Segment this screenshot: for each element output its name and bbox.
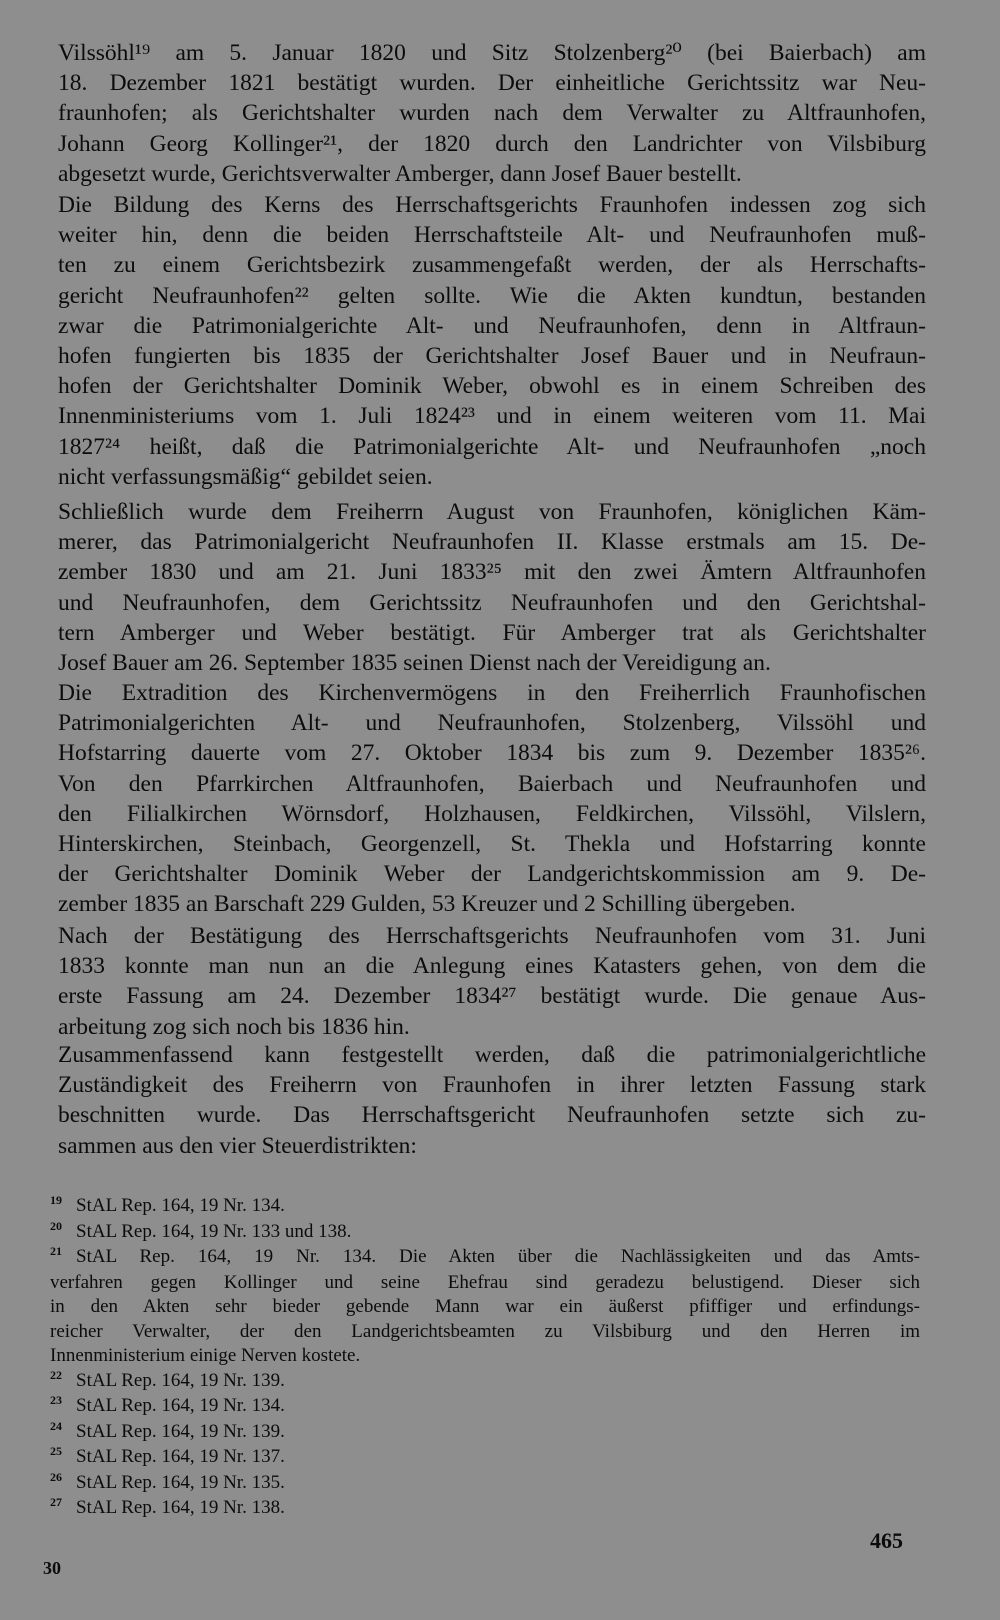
footnote-text: StAL Rep. 164, 19 Nr. 133 und 138. [76,1220,352,1242]
text-line: fraunhofen; als Gerichtshalter wurden nach dem Verwalter zu Altfraunhofen, [58,100,926,127]
text-line: Patrimonialgerichten Alt- und Neufraunhofen, Stolzenberg, Vilssöhl und [58,710,926,737]
footnote-text: StAL Rep. 164, 19 Nr. 134. Die Akten über die Nachlässigkeiten und das Amts- [76,1246,920,1267]
text-line: Innenministeriums vom 1. Juli 1824²³ und in einem weiteren vom 11. Mai [58,403,926,430]
text-line: Hinterskirchen, Steinbach, Georgenzell, St. Thekla und Hofstarring konnte [58,831,926,858]
footnote-number: 26 [50,1469,62,1484]
text-line: 1827²⁴ heißt, daß die Patrimonialgerichte Alt- und Neufraunhofen „noch [58,433,926,460]
paragraph-5 [58,921,926,1042]
footnote [50,1245,920,1271]
footnote-number: 25 [50,1444,62,1458]
text-line: der Gerichtshalter Dominik Weber der Landgerichtskommission am 9. De- [58,861,926,888]
text-line: weiter hin, denn die beiden Herrschaftsteile Alt- und Neufraunhofen muß- [58,222,926,249]
text-line: merer, das Patrimonialgericht Neufraunhofen II. Klasse erstmals am 15. De- [58,529,926,556]
text-line: sammen aus den vier Steuerdistrikten: [58,1132,417,1159]
text-line: Josef Bauer am 26. September 1835 seinen Dienst nach der Vereidigung an. [58,650,771,677]
footnote [50,1369,920,1395]
text-line: den Filialkirchen Wörnsdorf, Holzhausen, Feldkirchen, Vilssöhl, Vilslern, [58,800,926,827]
footnote [50,1394,920,1420]
paragraph-2 [58,190,926,492]
footnote [50,1445,920,1471]
footnote-text: StAL Rep. 164, 19 Nr. 134. [76,1195,285,1216]
text-line: erste Fassung am 24. Dezember 1834²⁷ bestätigt wurde. Die genaue Aus- [58,983,926,1010]
text-line: Vilssöhl¹⁹ am 5. Januar 1820 und Sitz Stolzenberg²⁰ (bei Baierbach) am [58,40,926,66]
paragraph-6 [58,1040,926,1161]
footnote-text: in den Akten sehr bieder gebende Mann war ein äußerst pfiffiger und erfindungs- [50,1296,920,1317]
footnote-number: 19 [50,1193,62,1207]
footnote-text: StAL Rep. 164, 19 Nr. 134. [76,1395,285,1416]
text-line: zember 1830 und am 21. Juni 1833²⁵ mit den zwei Ämtern Altfraunhofen [58,559,926,586]
footnote-number: 20 [50,1218,62,1233]
text-line: Zuständigkeit des Freiherrn von Fraunhofen in ihrer letzten Fassung stark [58,1072,926,1099]
text-line: Hofstarring dauerte vom 27. Oktober 1834 bis zum 9. Dezember 1835²⁶. [58,740,926,767]
signature-mark: 30 [43,1558,61,1578]
footnote-number: 23 [50,1393,62,1407]
footnote-text: StAL Rep. 164, 19 Nr. 139. [76,1369,285,1391]
text-line: hofen der Gerichtshalter Dominik Weber, obwohl es in einem Schreiben des [58,373,926,400]
text-line: 1833 konnte man nun an die Anlegung eines Katasters gehen, von dem die [58,953,926,980]
text-line: gericht Neufraunhofen²² gelten sollte. Wie die Akten kundtun, bestanden [58,282,926,309]
footnote [50,1496,920,1522]
paragraph-1 [58,38,926,189]
text-line: Johann Georg Kollinger²¹, der 1820 durch den Landrichter von Vilsbiburg [58,130,926,157]
text-line: Nach der Bestätigung des Herrschaftsgerichts Neufraunhofen vom 31. Juni [58,923,926,949]
text-line: abgesetzt wurde, Gerichtsverwalter Amberger, dann Josef Bauer bestellt. [58,160,742,187]
footnote-number: 27 [50,1495,62,1509]
text-line: nicht verfassungsmäßig“ gebildet seien. [58,463,433,490]
footnote-number: 21 [50,1244,62,1258]
footnote-text: verfahren gegen Kollinger und seine Ehefrau sind geradezu belustigend. Dieser sich [50,1271,920,1293]
footnote [50,1420,920,1446]
text-line: 18. Dezember 1821 bestätigt wurden. Der einheitliche Gerichtssitz war Neu- [58,70,926,97]
page-number: 465 [870,1528,903,1553]
footnote [50,1194,920,1220]
footnote-text: reicher Verwalter, der den Landgerichtsbeamten zu Vilsbiburg und den Herren im [50,1320,920,1342]
footnotes [50,1194,920,1522]
paragraph-3 [58,497,926,678]
text-line: zember 1835 an Barschaft 229 Gulden, 53 Kreuzer und 2 Schilling übergeben. [58,891,796,918]
text-line: tern Amberger und Weber bestätigt. Für Amberger trat als Gerichtshalter [58,619,926,646]
footnote [50,1220,920,1246]
paragraph-4 [58,678,926,920]
text-line: Die Bildung des Kerns des Herrschaftsgerichts Fraunhofen indessen zog sich [58,192,926,218]
text-line: und Neufraunhofen, dem Gerichtssitz Neufraunhofen und den Gerichtshal- [58,589,926,616]
footnote-text: Innenministerium einige Nerven kostete. [50,1345,361,1366]
text-line: Zusammenfassend kann festgestellt werden, daß die patrimonialgerichtliche [58,1042,926,1068]
text-line: ten zu einem Gerichtsbezirk zusammengefaßt werden, der als Herrschafts- [58,252,926,279]
text-line: arbeitung zog sich noch bis 1836 hin. [58,1013,410,1040]
text-line: hofen fungierten bis 1835 der Gerichtshalter Josef Bauer und in Neufraun- [58,343,926,370]
text-line: beschnitten wurde. Das Herrschaftsgericht Neufraunhofen setzte sich zu- [58,1102,926,1129]
footnote-text: StAL Rep. 164, 19 Nr. 135. [76,1471,285,1493]
text-line: Von den Pfarrkirchen Altfraunhofen, Baierbach und Neufraunhofen und [58,770,926,797]
footnote-text: StAL Rep. 164, 19 Nr. 137. [76,1446,285,1467]
text-line: Die Extradition des Kirchenvermögens in den Freiherrlich Fraunhofischen [58,680,926,706]
text-line: Schließlich wurde dem Freiherrn August von Fraunhofen, königlichen Käm- [58,499,926,525]
footnote-number: 22 [50,1367,62,1382]
footnote-text: StAL Rep. 164, 19 Nr. 139. [76,1420,285,1442]
text-line: zwar die Patrimonialgerichte Alt- und Neufraunhofen, denn in Altfraun- [58,312,926,339]
footnote-number: 24 [50,1418,62,1433]
footnote [50,1471,920,1497]
footnote-text: StAL Rep. 164, 19 Nr. 138. [76,1497,285,1518]
